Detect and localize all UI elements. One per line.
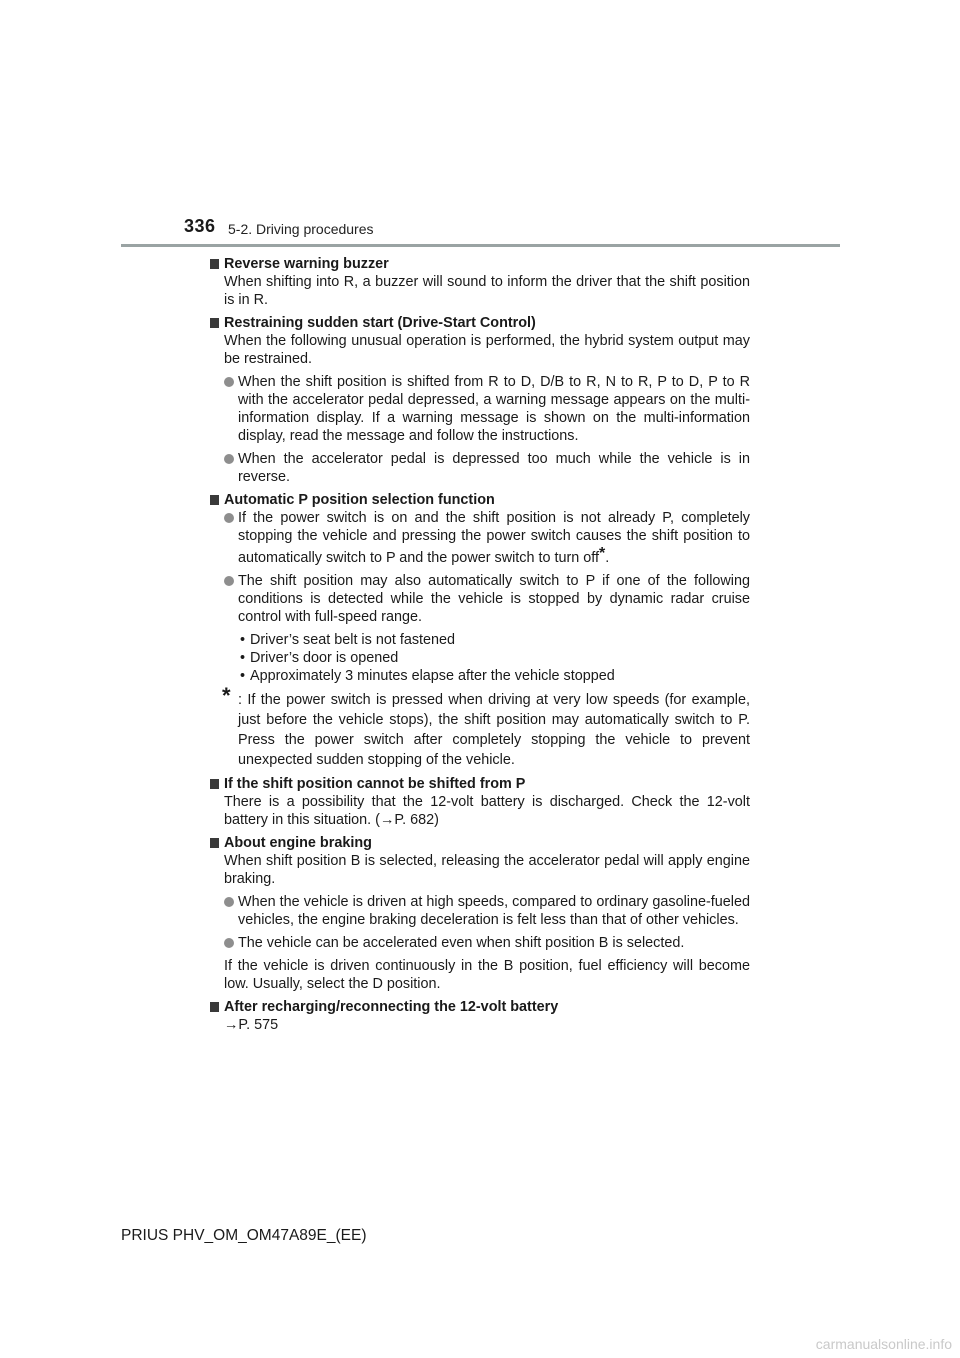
heading-reverse-warning-buzzer: Reverse warning buzzer — [210, 255, 750, 273]
section-title: 5-2. Driving procedures — [228, 221, 374, 237]
square-bullet-icon — [210, 318, 219, 328]
circle-bullet-icon — [224, 897, 234, 907]
paragraph: When the following unusual operation is performed, the hybrid system output may be restrained. — [224, 333, 750, 367]
list-item: The vehicle can be accelerated even when shift position B is selected. — [210, 934, 750, 952]
list-item: When the shift position is shifted from R to D, D/B to R, N to R, P to D, P to R with the accelerator pedal depressed, a warning message appears on the multi-information display. If a warning message is shown on the multi-information display, read the message and follow the instructions. — [210, 373, 750, 445]
header-rule — [121, 244, 840, 247]
square-bullet-icon — [210, 259, 219, 269]
footnote: * : If the power switch is pressed when driving at very low speeds (for example, just before the vehicle stops), the shift position may automatically switch to P. Press the power switch after completely stopping the vehicle to prevent unexpected sudden stopping of the vehicle. — [222, 683, 750, 768]
circle-bullet-icon — [224, 454, 234, 464]
sub-list-item: • Driver’s door is opened — [240, 650, 399, 666]
page-content — [210, 255, 750, 1034]
sub-list-item: • Approximately 3 minutes elapse after the vehicle stopped — [240, 668, 615, 684]
paragraph: There is a possibility that the 12-volt battery is discharged. Check the 12-volt battery in this situation. (→P. 682) — [224, 794, 750, 828]
circle-bullet-icon — [224, 513, 234, 523]
heading-restraining-sudden-start: Restraining sudden start (Drive-Start Control) — [210, 314, 750, 332]
heading-shift-from-p: If the shift position cannot be shifted from P — [210, 775, 750, 793]
square-bullet-icon — [210, 495, 219, 505]
watermark: carmanualsonline.info — [815, 1336, 952, 1352]
paragraph: When shift position B is selected, releasing the accelerator pedal will apply engine braking. — [224, 853, 750, 887]
heading-engine-braking: About engine braking — [210, 834, 750, 852]
footer-model-code: PRIUS PHV_OM_OM47A89E_(EE) — [121, 1227, 367, 1244]
list-item: The shift position may also automatically switch to P if one of the following conditions is detected while the vehicle is stopped by dynamic radar cruise control with full-speed range. — [210, 572, 750, 626]
dot-marker: • — [240, 632, 246, 648]
heading-after-recharging: After recharging/reconnecting the 12-volt battery — [210, 998, 750, 1016]
list-item: When the vehicle is driven at high speeds, compared to ordinary gasoline-fueled vehicles, the engine braking deceleration is felt less than that of other vehicles. — [210, 893, 750, 929]
dot-marker: • — [240, 668, 246, 684]
square-bullet-icon — [210, 1002, 219, 1012]
square-bullet-icon — [210, 779, 219, 789]
circle-bullet-icon — [224, 938, 234, 948]
circle-bullet-icon — [224, 377, 234, 387]
asterisk-icon: * — [222, 683, 231, 708]
footnote-marker: * — [599, 545, 606, 562]
page-reference: →P. 575 — [224, 1017, 279, 1033]
list-item: When the accelerator pedal is depressed too much while the vehicle is in reverse. — [210, 450, 750, 486]
heading-automatic-p-position: Automatic P position selection function — [210, 491, 750, 509]
sub-list-item: • Driver’s seat belt is not fastened — [240, 632, 456, 648]
circle-bullet-icon — [224, 576, 234, 586]
paragraph: When shifting into R, a buzzer will sound to inform the driver that the shift position is in R. — [224, 274, 750, 308]
dot-marker: • — [240, 650, 246, 666]
paragraph: If the vehicle is driven continuously in the B position, fuel efficiency will become low. Usually, select the D position. — [224, 958, 750, 992]
square-bullet-icon — [210, 838, 219, 848]
page-number: 336 — [184, 216, 216, 236]
list-item: If the power switch is on and the shift position is not already P, completely stopping the vehicle and pressing the power switch causes the shift position to automatically switch to P and the power switch to turn off*. — [210, 509, 750, 567]
